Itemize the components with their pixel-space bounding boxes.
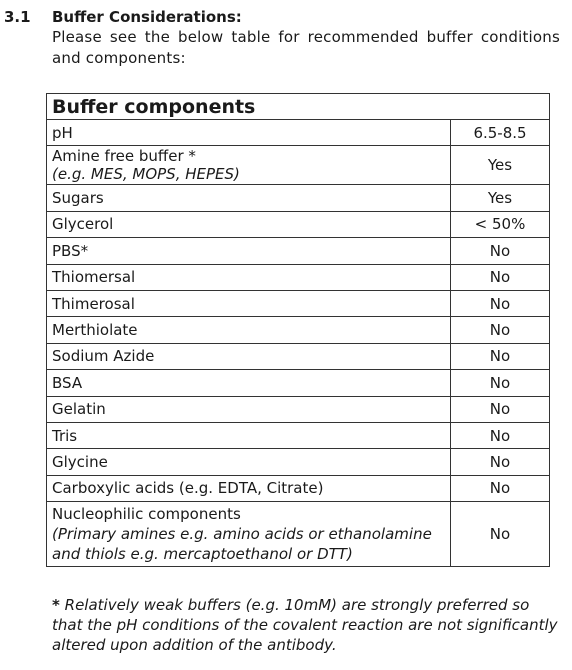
table-row: [47, 343, 550, 369]
table-row: [47, 264, 550, 290]
value-cell: No: [451, 396, 550, 422]
value-cell: No: [451, 343, 550, 369]
value-cell: No: [451, 370, 550, 396]
table-row: [47, 238, 550, 264]
footnote-marker: *: [52, 596, 60, 614]
value-cell: No: [451, 238, 550, 264]
table-header-row: [47, 94, 550, 120]
table-row: [47, 502, 550, 567]
value-cell: No: [451, 475, 550, 501]
table-row: [47, 185, 550, 211]
table-row: [47, 370, 550, 396]
component-cell: PBS*: [47, 238, 451, 264]
component-cell: [47, 146, 451, 185]
table-row: [47, 475, 550, 501]
section-number: 3.1: [4, 8, 31, 26]
component-cell: Sugars: [47, 185, 451, 211]
component-example: (Primary amines e.g. amino acids or ethanolamine and thiols e.g. mercaptoethanol or DTT): [52, 525, 432, 564]
component-name: Amine free buffer *: [52, 147, 196, 166]
table-row: [47, 146, 550, 185]
buffer-components-table: [46, 93, 550, 567]
component-example: (e.g. MES, MOPS, HEPES): [52, 165, 240, 184]
value-cell: No: [451, 502, 550, 567]
table-row: [47, 211, 550, 237]
value-cell: Yes: [451, 146, 550, 185]
table-row: [47, 290, 550, 316]
component-name: Nucleophilic components: [52, 505, 241, 524]
component-cell: Carboxylic acids (e.g. EDTA, Citrate): [47, 475, 451, 501]
component-cell: Merthiolate: [47, 317, 451, 343]
table-row: [47, 422, 550, 448]
value-cell: No: [451, 449, 550, 475]
component-cell: Thimerosal: [47, 290, 451, 316]
value-cell: No: [451, 290, 550, 316]
component-cell: [47, 502, 451, 567]
component-cell: Tris: [47, 422, 451, 448]
table-row: [47, 317, 550, 343]
footnote-text: Relatively weak buffers (e.g. 10mM) are strongly preferred so that the pH conditions of the covalent reaction are not significantly altered upon addition of the antibody.: [52, 596, 558, 654]
value-cell: Yes: [451, 185, 550, 211]
section-title: Buffer Considerations:: [52, 8, 242, 26]
table-row: [47, 120, 550, 146]
table-header: Buffer components: [47, 94, 550, 120]
component-cell: Glycerol: [47, 211, 451, 237]
value-cell: < 50%: [451, 211, 550, 237]
footnote: [52, 595, 562, 655]
intro-paragraph: Please see the below table for recommended buffer conditions and components:: [52, 28, 560, 67]
component-cell: Glycine: [47, 449, 451, 475]
component-cell: Sodium Azide: [47, 343, 451, 369]
component-cell: pH: [47, 120, 451, 146]
table-row: [47, 449, 550, 475]
component-cell: BSA: [47, 370, 451, 396]
table-row: [47, 396, 550, 422]
value-cell: No: [451, 317, 550, 343]
value-cell: No: [451, 422, 550, 448]
value-cell: 6.5-8.5: [451, 120, 550, 146]
value-cell: No: [451, 264, 550, 290]
component-cell: Thiomersal: [47, 264, 451, 290]
component-cell: Gelatin: [47, 396, 451, 422]
